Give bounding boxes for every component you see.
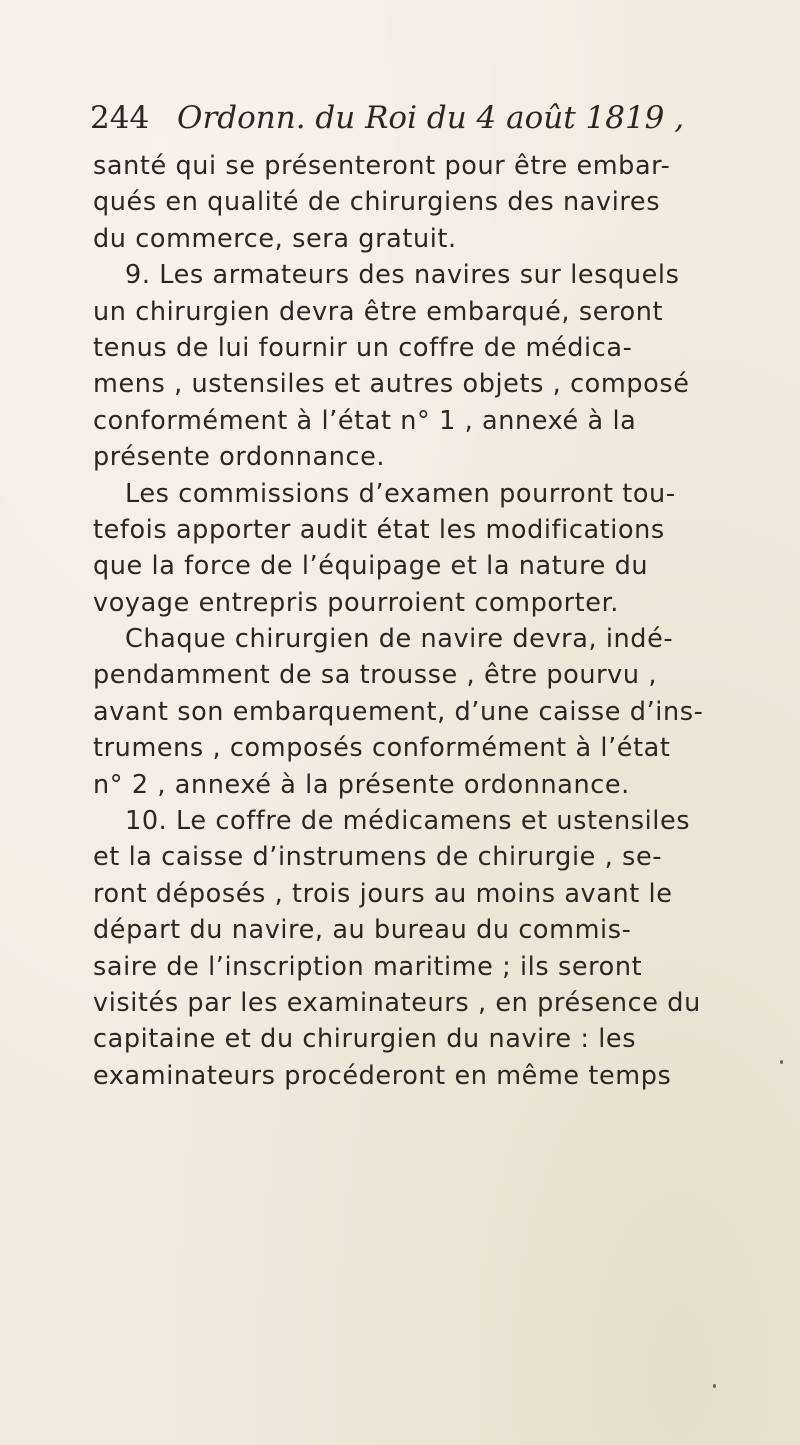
- text-line: examinateurs procéderont en même temps: [93, 1060, 672, 1091]
- text-line: un chirurgien devra être embarqué, seront: [93, 296, 664, 327]
- page-header: [90, 98, 684, 138]
- text-line: mens , ustensiles et autres objets , composé: [93, 369, 690, 400]
- text-line: pendamment de sa trousse , être pourvu ,: [93, 660, 658, 691]
- text-line: conformément à l’état n° 1 , annexé à la: [93, 405, 637, 436]
- text-line: capitaine et du chirurgien du navire : les: [93, 1024, 637, 1055]
- text-line: et la caisse d’instrumens de chirurgie , se-: [93, 842, 663, 873]
- paper-speck: [713, 1384, 716, 1388]
- text-line: trumens , composés conformément à l’état: [93, 733, 671, 764]
- paragraph-start: Chaque chirurgien de navire devra, indé-: [125, 624, 674, 655]
- text-line: ront déposés , trois jours au moins avant le: [93, 878, 673, 909]
- text-line: présente ordonnance.: [93, 442, 386, 473]
- body-text: [93, 148, 753, 1094]
- article-10-start: 10. Le coffre de médicamens et ustensiles: [125, 806, 691, 837]
- page-number: 244: [90, 100, 150, 136]
- text-line: que la force de l’équipage et la nature du: [93, 551, 649, 582]
- text-line: tefois apporter audit état les modifications: [93, 514, 665, 545]
- text-line: visités par les examinateurs , en présence du: [93, 987, 701, 1018]
- paragraph-start: Les commissions d’examen pourront tou-: [125, 478, 676, 509]
- text-line: santé qui se présenteront pour être embar-: [93, 151, 671, 181]
- paper-speck: [780, 1060, 783, 1064]
- text-line: du commerce, sera gratuit.: [93, 223, 457, 254]
- text-line: départ du navire, au bureau du commis-: [93, 915, 632, 946]
- text-line: tenus de lui fournir un coffre de médica-: [93, 332, 633, 363]
- running-title: Ordonn. du Roi du 4 août 1819 ,: [177, 100, 685, 136]
- text-line: n° 2 , annexé à la présente ordonnance.: [93, 769, 630, 800]
- text-line: saire de l’inscription maritime ; ils seront: [93, 951, 643, 982]
- text-line: qués en qualité de chirurgiens des navires: [93, 187, 661, 218]
- article-9-start: 9. Les armateurs des navires sur lesquels: [125, 260, 680, 291]
- text-line: avant son embarquement, d’une caisse d’ins-: [93, 696, 704, 727]
- text-line: voyage entrepris pourroient comporter.: [93, 587, 620, 618]
